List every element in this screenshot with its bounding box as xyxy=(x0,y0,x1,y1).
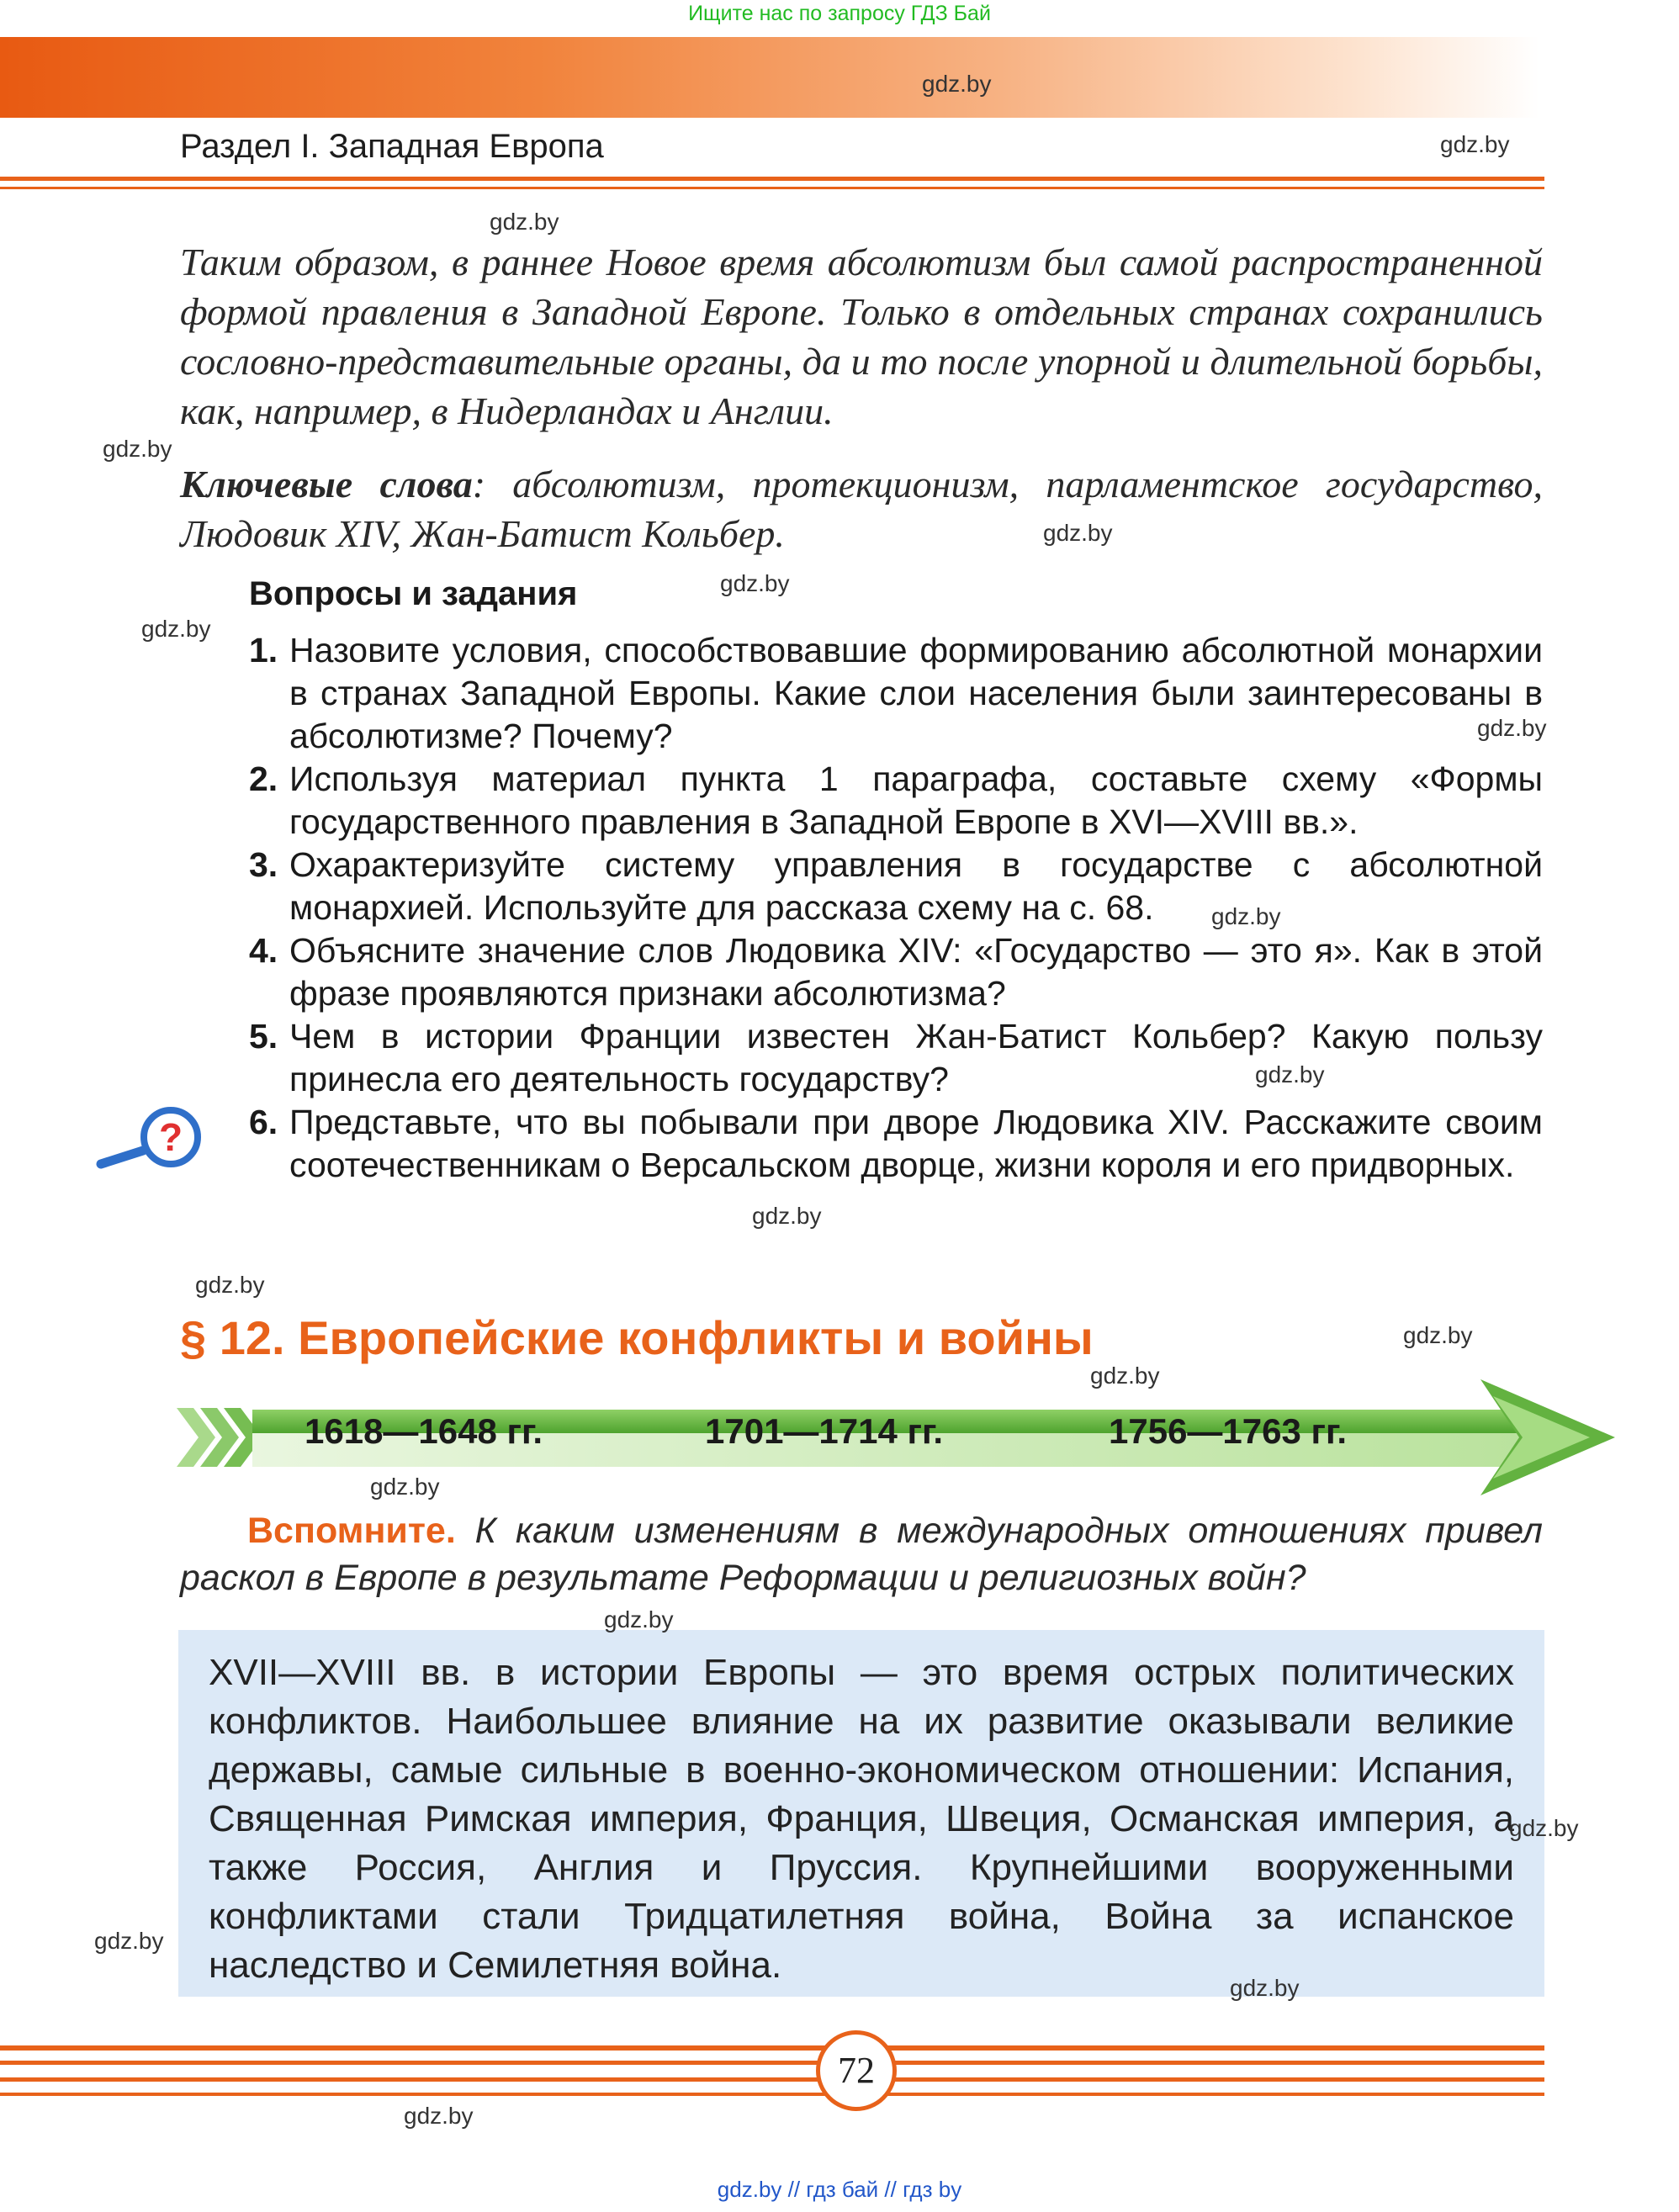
question-item xyxy=(249,844,1543,929)
question-item xyxy=(249,1101,1543,1187)
page-number: 72 xyxy=(816,2030,897,2111)
top-orange-band xyxy=(0,37,1539,118)
header-rule-top xyxy=(0,177,1544,181)
question-item xyxy=(249,1015,1543,1101)
question-item xyxy=(249,758,1543,844)
watermark: gdz.by xyxy=(103,436,172,462)
question-number: 6. xyxy=(249,1103,278,1141)
question-text: Назовите условия, способствовавшие формированию абсолютной монархии в странах Западной Европы. Какие слои населения были заинтересованы в абсолютизме? Почему? xyxy=(289,631,1543,755)
watermark: gdz.by xyxy=(752,1203,822,1229)
keywords-paragraph xyxy=(180,459,1543,558)
keywords-label: Ключевые слова xyxy=(180,463,473,505)
top-search-note: Ищите нас по запросу ГДЗ Бай xyxy=(688,2,991,25)
running-header-section: Раздел I. Западная Европа xyxy=(180,128,604,165)
watermark: gdz.by xyxy=(1477,715,1547,741)
question-text: Охарактеризуйте систему управления в государстве с абсолютной монархией. Используйте для рассказа схему на с. 68. xyxy=(289,845,1543,927)
watermark: gdz.by xyxy=(1211,903,1281,929)
questions-heading: Вопросы и задания xyxy=(249,575,578,612)
watermark: gdz.by xyxy=(195,1272,265,1298)
timeline-date: 1618—1648 гг. xyxy=(305,1411,543,1451)
question-mark-glyph: ? xyxy=(158,1115,183,1159)
header-rule-bottom xyxy=(0,187,1544,189)
section-title: § 12. Европейские конфликты и войны xyxy=(180,1311,1094,1364)
watermark: gdz.by xyxy=(720,570,790,596)
question-number: 5. xyxy=(249,1017,278,1056)
watermark: gdz.by xyxy=(1440,131,1510,157)
timeline-date: 1756—1763 гг. xyxy=(1109,1411,1347,1451)
question-number: 4. xyxy=(249,931,278,970)
recall-paragraph xyxy=(180,1507,1543,1601)
recall-label: Вспомните. xyxy=(247,1511,456,1551)
question-number: 3. xyxy=(249,845,278,884)
question-number: 1. xyxy=(249,631,278,669)
timeline-date: 1701—1714 гг. xyxy=(705,1411,943,1451)
watermark: gdz.by xyxy=(1255,1061,1325,1087)
question-text: Объясните значение слов Людовика XIV: «Государство — это я». Как в этой фразе проявляются признаки абсолютизма? xyxy=(289,931,1543,1013)
question-text: Используя материал пункта 1 параграфа, составьте схему «Формы государственного правления в Западной Европе в XVI—XVIII вв.». xyxy=(289,759,1543,841)
recall-text: К каким изменениям в международных отношениях привел раскол в Европе в результате Реформации и религиозных войн? xyxy=(180,1511,1543,1598)
watermark: gdz.by xyxy=(94,1928,164,1954)
footer-rule-4 xyxy=(0,2093,1544,2096)
bottom-source-links: gdz.by // гдз бай // гдз by xyxy=(717,2177,962,2202)
watermark: gdz.by xyxy=(370,1474,440,1500)
watermark: gdz.by xyxy=(922,71,992,97)
intro-summary-text: XVII—XVIII вв. в истории Европы — это время острых политических конфликтов. Наибольшее влияние на их развитие оказывали великие державы, самые сильные в военно-экономическом отношении: Испания, Священная Римская империя, Франция, Швеция, Османская империя, а также Россия, Англия и Пруссия. Крупнейшими вооруженными конфликтами стали Тридцатилетняя война, Война за испанское наследство и Семилетняя война. xyxy=(209,1652,1514,1986)
watermark: gdz.by xyxy=(604,1606,674,1633)
watermark: gdz.by xyxy=(1043,520,1113,546)
watermark: gdz.by xyxy=(1403,1322,1473,1348)
footer-rule-1 xyxy=(0,2045,1544,2051)
questions-list xyxy=(249,629,1543,1187)
question-text: Представьте, что вы побывали при дворе Людовика XIV. Расскажите своим соотечественникам о Версальском дворце, жизни короля и его придворных. xyxy=(289,1103,1543,1184)
watermark: gdz.by xyxy=(490,209,559,235)
magnifier-question-icon xyxy=(91,1103,209,1179)
watermark: gdz.by xyxy=(1230,1975,1300,2001)
watermark: gdz.by xyxy=(1509,1815,1579,1841)
watermark: gdz.by xyxy=(1090,1363,1160,1389)
question-item xyxy=(249,629,1543,758)
watermark: gdz.by xyxy=(404,2103,474,2129)
footer-rule-3 xyxy=(0,2077,1544,2082)
footer-rule-2 xyxy=(0,2061,1544,2065)
question-text: Чем в истории Франции известен Жан-Батист Кольбер? Какую пользу принесла его деятельность государству? xyxy=(289,1017,1543,1098)
question-number: 2. xyxy=(249,759,278,798)
watermark: gdz.by xyxy=(141,616,211,642)
intro-paragraph: Таким образом, в раннее Новое время абсолютизм был самой распространенной формой правления в Западной Европе. Только в отдельных странах сохранились сословно-представительные органы, да и то после упорной и длительной борьбы, как, например, в Нидерландах и Англии. xyxy=(180,241,1543,432)
question-item xyxy=(249,929,1543,1015)
keywords-text: : абсолютизм, протекционизм, парламентское государство, Людовик XIV, Жан-Батист Кольбер. xyxy=(180,463,1543,555)
